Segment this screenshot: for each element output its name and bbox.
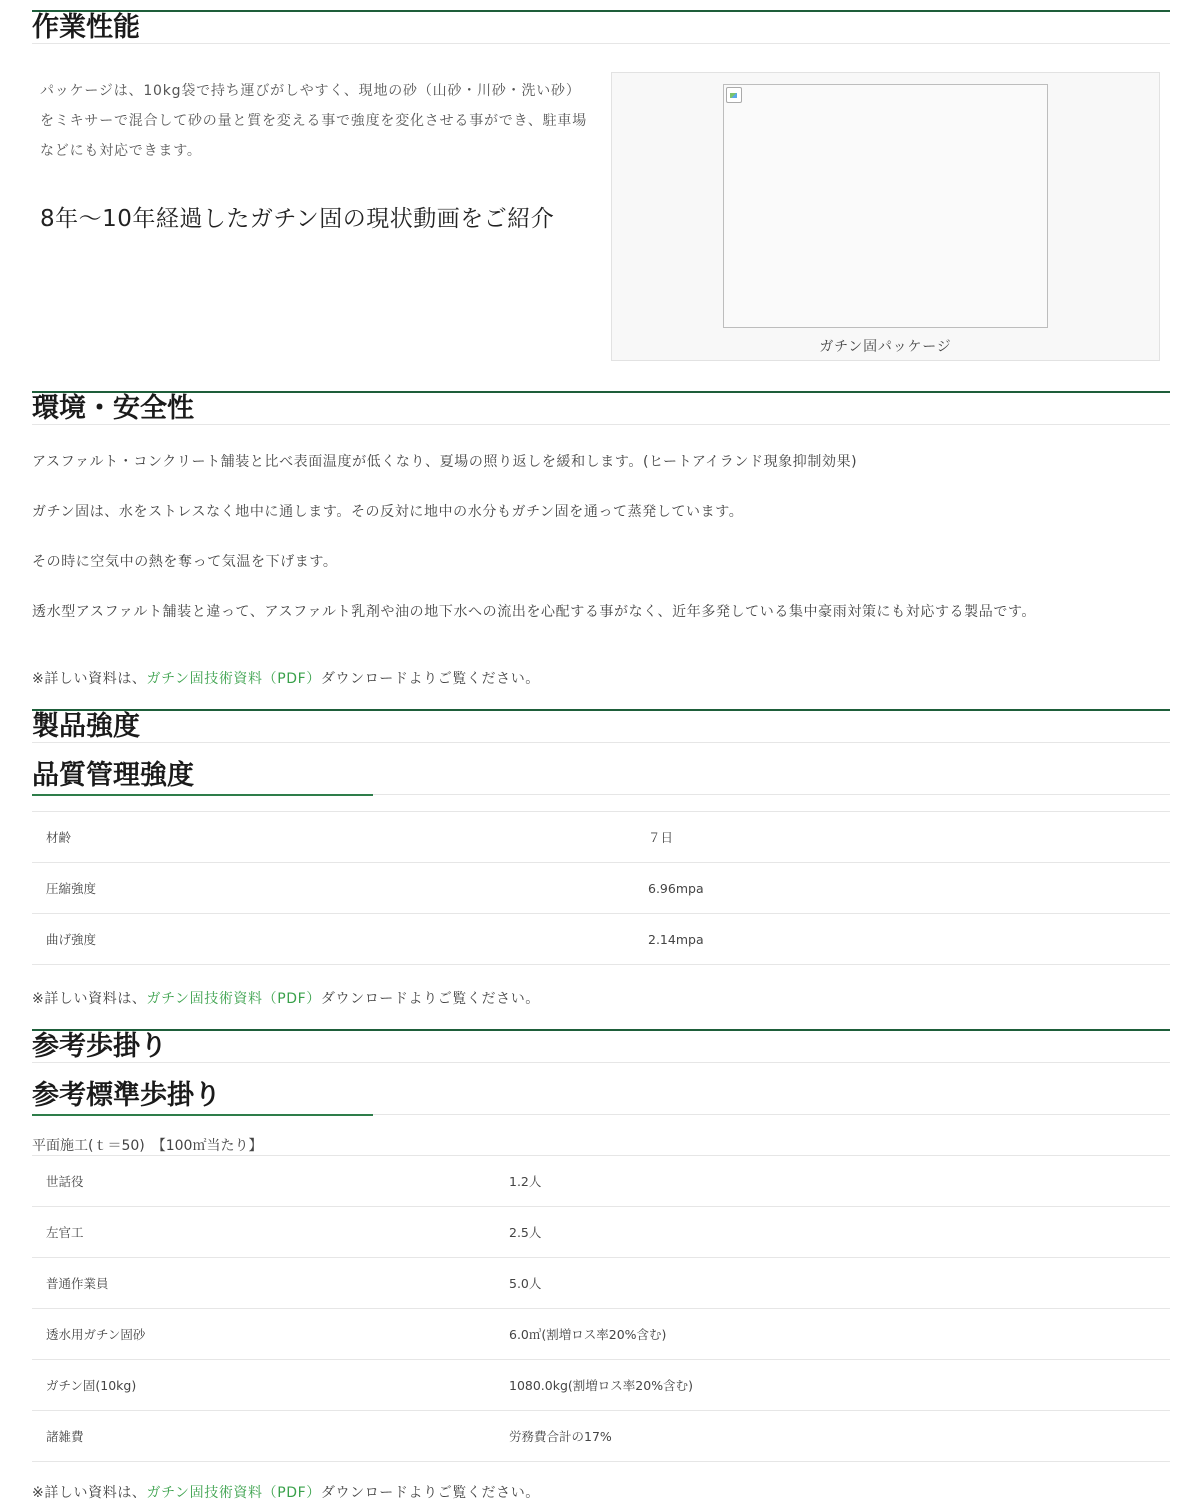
note-suffix: ダウンロードよりご覧ください。 [320, 991, 540, 1007]
pdf-note [32, 1482, 540, 1502]
note-suffix: ダウンロードよりご覧ください。 [320, 1485, 540, 1501]
intro-text: パッケージは、10kg袋で持ち運びがしやすく、現地の砂（山砂・川砂・洗い砂）をミキサーで混合して砂の量と質を変える事で強度を変化させる事ができ、駐車場などにも対応できます。 [40, 83, 588, 159]
env-paragraph: アスファルト・コンクリート舗装と比べ表面温度が低くなり、夏場の照り返しを緩和します。(ヒートアイランド現象抑制効果) [32, 454, 858, 470]
table-row [32, 812, 1170, 863]
section-heading-performance: 作業性能 [32, 10, 1170, 44]
row-value: 労務費合計の17% [495, 1411, 1170, 1462]
table-row [32, 1360, 1170, 1411]
table-row [32, 1207, 1170, 1258]
subheading-underline [32, 794, 373, 796]
subheading-quality-strength [32, 758, 1170, 795]
note-prefix: ※詳しい資料は、 [32, 991, 147, 1007]
row-label: 諸雑費 [32, 1411, 495, 1462]
row-label: 曲げ強度 [32, 914, 634, 965]
video-title: 8年〜10年経過したガチン固の現状動画をご紹介 [40, 206, 555, 232]
table-row [32, 863, 1170, 914]
row-value: 1080.0kg(割増ロス率20%含む) [495, 1360, 1170, 1411]
row-value: 5.0人 [495, 1258, 1170, 1309]
pdf-link[interactable]: ガチン固技術資料（PDF） [146, 671, 321, 687]
row-label: 材齢 [32, 812, 634, 863]
note-prefix: ※詳しい資料は、 [32, 671, 147, 687]
note-prefix: ※詳しい資料は、 [32, 1485, 147, 1501]
figure-caption: ガチン固パッケージ [819, 339, 952, 355]
table-row [32, 914, 1170, 965]
env-paragraph: 透水型アスファルト舗装と違って、アスファルト乳剤や油の地下水への流出を心配する事がなく、近年多発している集中豪雨対策にも対応する製品です。 [32, 604, 1037, 620]
env-paragraph: ガチン固は、水をストレスなく地中に通します。その反対に地中の水分もガチン固を通って蒸発しています。 [32, 504, 744, 520]
section-heading-strength: 製品強度 [32, 709, 1170, 743]
row-value: 6.0㎥(割増ロス率20%含む) [495, 1309, 1170, 1360]
package-figure [611, 72, 1160, 361]
env-paragraph: その時に空気中の熱を奪って気温を下げます。 [32, 554, 338, 570]
row-label: 圧縮強度 [32, 863, 634, 914]
subheading-standard-labor [32, 1078, 1170, 1115]
subheading-text: 参考標準歩掛り [32, 1080, 221, 1111]
row-value: 1.2人 [495, 1156, 1170, 1207]
table-row [32, 1258, 1170, 1309]
row-value: 2.14mpa [634, 914, 1170, 965]
pdf-link[interactable]: ガチン固技術資料（PDF） [146, 991, 321, 1007]
row-label: 左官工 [32, 1207, 495, 1258]
row-label: ガチン固(10kg) [32, 1360, 495, 1411]
row-value: ７日 [634, 812, 1170, 863]
row-label: 透水用ガチン固砂 [32, 1309, 495, 1360]
row-value: 2.5人 [495, 1207, 1170, 1258]
pdf-note [32, 668, 540, 688]
labor-table [32, 1155, 1170, 1462]
table-caption: 平面施工(ｔ＝50) 【100㎡当たり】 [32, 1138, 263, 1154]
broken-image-icon [726, 87, 742, 103]
strength-table [32, 811, 1170, 965]
table-row [32, 1411, 1170, 1462]
subheading-underline [32, 1114, 373, 1116]
table-row [32, 1156, 1170, 1207]
subheading-text: 品質管理強度 [32, 760, 194, 791]
row-value: 6.96mpa [634, 863, 1170, 914]
pdf-link[interactable]: ガチン固技術資料（PDF） [146, 1485, 321, 1501]
note-suffix: ダウンロードよりご覧ください。 [320, 671, 540, 687]
section-heading-environment: 環境・安全性 [32, 391, 1170, 425]
row-label: 世話役 [32, 1156, 495, 1207]
pdf-note [32, 988, 540, 1008]
section-heading-labor: 参考歩掛り [32, 1029, 1170, 1063]
package-image [723, 84, 1048, 328]
row-label: 普通作業員 [32, 1258, 495, 1309]
table-row [32, 1309, 1170, 1360]
